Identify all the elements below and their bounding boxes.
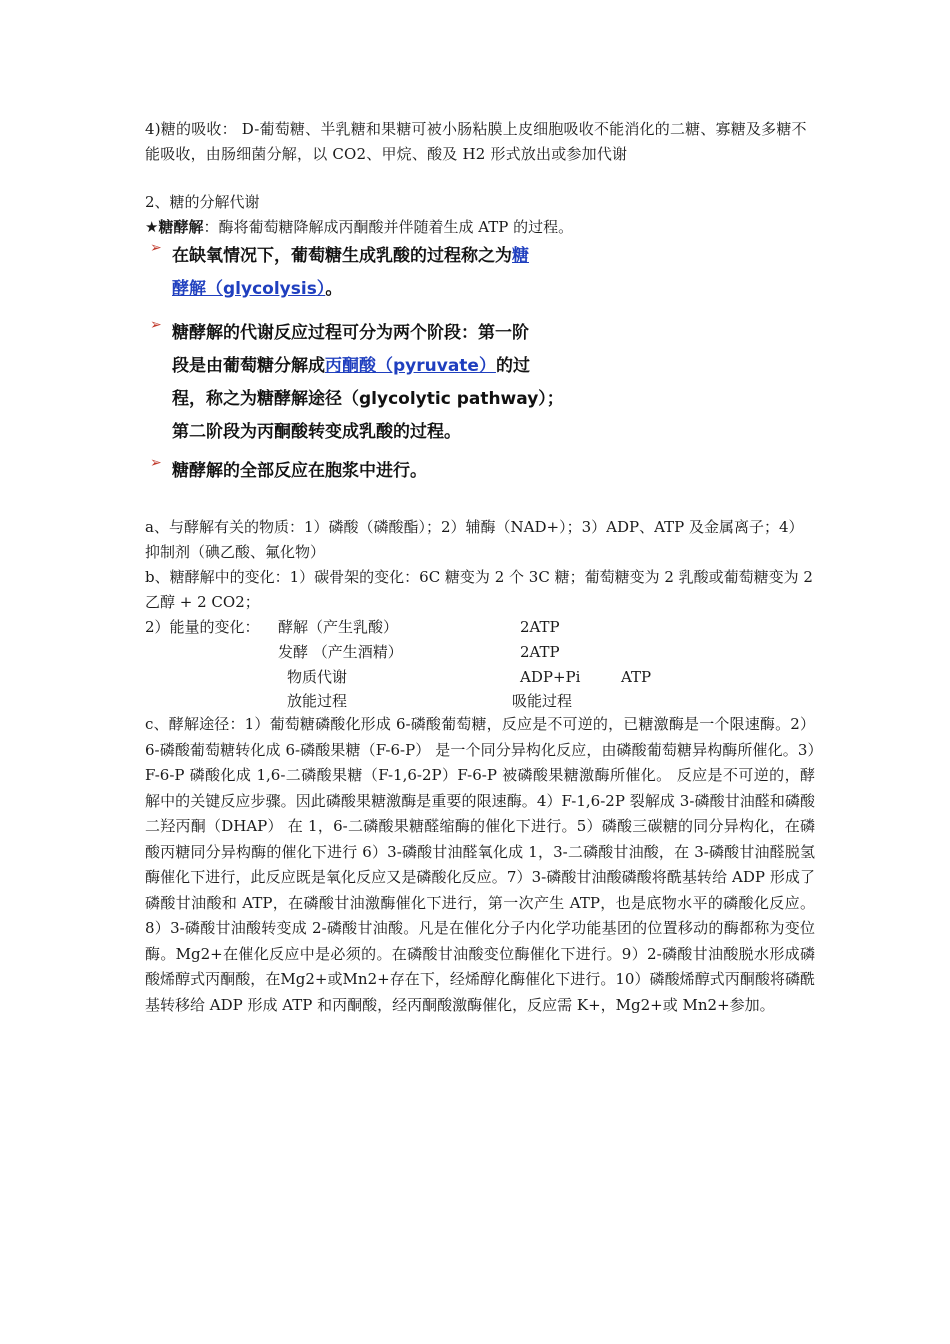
energy-row4-left: 放能过程 xyxy=(287,692,348,710)
paragraph-sugar-absorption: 4)糖的吸收： D-葡萄糖、半乳糖和果糖可被小肠粘膜上皮细胞吸收不能消化的二糖、寡糖及多糖不能吸收，由肠细菌分解，以 CO2、甲烷、酸及 H2 形式放出或参加代谢 xyxy=(145,120,807,163)
bullet-item-cytoplasm xyxy=(150,455,710,488)
bullet-text: 。 xyxy=(325,279,343,299)
energy-row1-process: 酵解（产生乳酸） xyxy=(278,618,399,636)
section-heading-sugar-catabolism: 2、糖的分解代谢 xyxy=(145,193,260,211)
bullet-item-two-stages xyxy=(150,317,710,449)
energy-change-label: 2）能量的变化： xyxy=(145,618,260,636)
section-a-paragraph: a、与酵解有关的物质：1）磷酸（磷酸酯）；2）辅酶（NAD+）；3）ADP、ATP 及金属离子；4）抑制剂（碘乙酸、氟化物） xyxy=(145,518,804,561)
bullet-text: 糖酵解的代谢反应过程可分为两个阶段：第一阶 xyxy=(172,323,529,343)
energy-row3-label: 物质代谢 xyxy=(287,668,348,686)
section-b-paragraph: b、糖酵解中的变化：1）碳骨架的变化：6C 糖变为 2 个 3C 糖；葡萄糖变为 2 乳酸或葡萄糖变为 2 乙醇 + 2 CO2； xyxy=(145,568,813,611)
bullet-text: 第二阶段为丙酮酸转变成乳酸的过程。 xyxy=(172,422,461,442)
energy-row3-input: ADP+Pi xyxy=(520,668,581,686)
section-c-glycolysis-pathway: c、酵解途径：1）葡萄糖磷酸化形成 6-磷酸葡萄糖，反应是不可逆的，已糖激酶是一个限速酶。2）6-磷酸葡萄糖转化成 6-磷酸果糖（F-6-P） 是一个同分异构化反应，由磷酸葡萄糖异构酶所催化。3）F-6-P 磷酸化成 1,6-二磷酸果糖（F-1,6-2P）F-6-P 被磷酸果糖激酶所催化。 反应是不可逆的，酵解中的关键反应步骤。因此磷酸果糖激酶是重要的限速酶。4）F-1,6-2P 裂解成 3-磷酸甘油醛和磷酸二羟丙酮（DHAP） 在 1，6-二磷酸果糖醛缩酶的催化下进行。5）磷酸三碳糖的同分异构化，在磷酸丙糖同分异构酶的催化下进行 6）3-磷酸甘油醛氧化成 1，3-二磷酸甘油酸，在 3-磷酸甘油醛脱氢酶催化下进行，此反应既是氧化反应又是磷酸化反应。7）3-磷酸甘油酸磷酸将酰基转给 ADP 形成了磷酸甘油酸和 ATP，在磷酸甘油激酶催化下进行，第一次产生 ATP，也是底物水平的磷酸化反应。8）3-磷酸甘油酸转变成 2-磷酸甘油酸。凡是在催化分子内化学功能基团的位置移动的酶都称为变位酶。Mg2+在催化反应中是必须的。在磷酸甘油酸变位酶催化下进行。9）2-磷酸甘油酸脱水形成磷酸烯醇式丙酮酸，在Mg2+或Mn2+存在下，经烯醇化酶催化下进行。10）磷酸烯醇式丙酮酸将磷酰基转移给 ADP 形成 ATP 和丙酮酸，经丙酮酸激酶催化，反应需 K+，Mg2+或 Mn2+参加。 xyxy=(145,715,815,1014)
pyruvate-link[interactable]: 丙酮酸（pyruvate） xyxy=(325,356,496,376)
arrow-bullet-icon: ➢ xyxy=(150,455,162,471)
glycolysis-link-continued[interactable]: 酵解（glycolysis） xyxy=(172,279,326,299)
star-icon: ★ xyxy=(145,218,159,236)
bullet-item-anaerobic xyxy=(150,240,710,306)
arrow-bullet-icon: ➢ xyxy=(150,317,162,333)
glycolysis-link[interactable]: 糖 xyxy=(512,246,529,266)
bullet-text: 糖酵解的全部反应在胞浆中进行。 xyxy=(172,461,427,481)
energy-row3-output: ATP xyxy=(621,668,652,686)
slide-bullet-list xyxy=(150,240,710,488)
bullet-text: 在缺氧情况下，葡萄糖生成乳酸的过程称之为 xyxy=(172,246,512,266)
arrow-bullet-icon: ➢ xyxy=(150,240,162,256)
bullet-text: 的过 xyxy=(495,356,530,376)
energy-row2-value: 2ATP xyxy=(520,643,560,661)
energy-row4-right: 吸能过程 xyxy=(512,692,573,710)
definition-keyword: 糖酵解 xyxy=(158,218,204,236)
energy-row1-value: 2ATP xyxy=(520,618,560,636)
glycolysis-definition xyxy=(145,215,573,240)
bullet-text: 程，称之为糖酵解途径（glycolytic pathway）； xyxy=(172,389,564,409)
bullet-text: 段是由葡萄糖分解成 xyxy=(172,356,325,376)
energy-row2-process: 发酵 （产生酒精） xyxy=(278,643,403,661)
section-a-and-b xyxy=(145,515,815,615)
definition-text: ：酶将葡萄糖降解成丙酮酸并伴随着生成 ATP 的过程。 xyxy=(203,218,574,236)
